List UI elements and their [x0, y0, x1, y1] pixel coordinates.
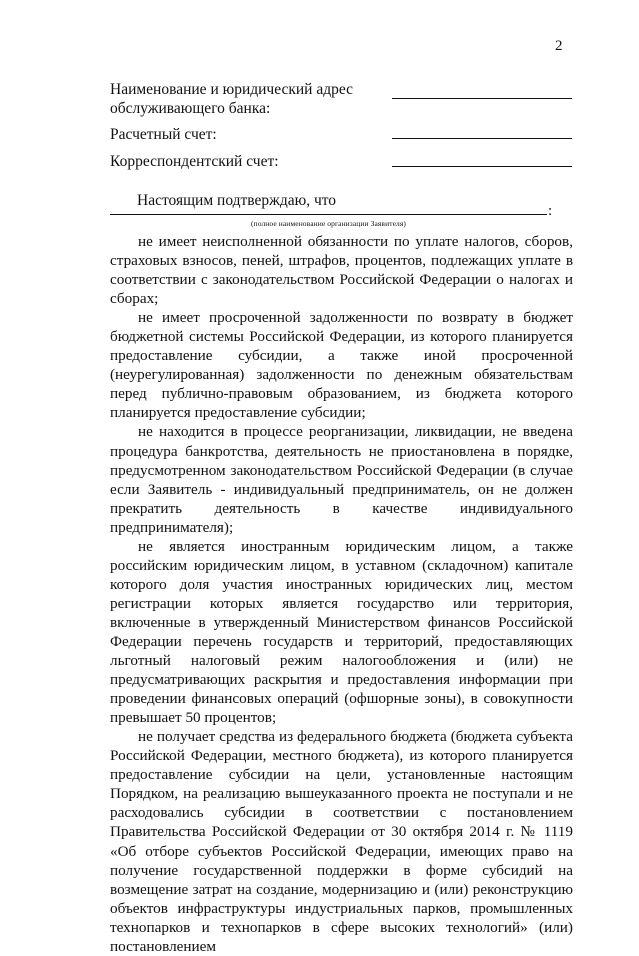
paragraph-federal-funds: не получает средства из федерального бюджета (бюджета субъекта Российской Федерации, местного бюджета), из которого планируется предоставление субсидии на цели, установленные настоящим Порядком, на реализацию вышеуказанного проекта не поступали и не расходовались субсидии в соответствии с постановлением Правительства Российской Федерации от 30 октября 2014 г. № 1119 «Об отборе субъектов Российской Федерации, имеющих право на получение государственной поддержки в форме субсидий на возмещение затрат на создание, модернизацию и (или) реконструкцию объектов инфраструктуры индустриальных парков, промышленных технопарков и технопарков в сфере высоких технологий» (или) постановлением [110, 728, 573, 955]
page-number: 2 [555, 38, 563, 54]
paragraph-reorganization: не находится в процессе реорганизации, ликвидации, не введена процедура банкротства, деятельность не приостановлена в порядке, предусмотренном законодательством Российской Федерации (в случае если Заявитель - индивидуальный предприниматель, он не должен прекратить деятельность в качестве индивидуального предпринимателя); [110, 423, 573, 536]
bank-name-address-line [392, 98, 572, 99]
confirmation-body [110, 232, 573, 956]
applicant-colon: : [548, 203, 553, 219]
correspondent-account-label: Корреспондентский счет: [110, 153, 279, 170]
paragraph-taxes: не имеет неисполненной обязанности по уплате налогов, сборов, страховых взносов, пеней, штрафов, процентов, подлежащих уплате в соответствии с законодательством Российской Федерации о налогах и сборах; [110, 233, 573, 308]
paragraph-foreign-entity: не является иностранным юридическим лицом, а также российским юридическим лицом, в уставном (складочном) капитале которого доля участия иностранных юридических лиц, местом регистрации которых является государство или территория, включенные в утвержденный Министерством финансов Российской Федерации перечень государств и территорий, предоставляющих льготный налоговый режим налогообложения и (или) не предусматривающих раскрытия и предоставления информации при проведении финансовых операций (офшорные зоны), в совокупности превышает 50 процентов; [110, 537, 573, 727]
settlement-account-line [392, 138, 572, 139]
bank-name-address-label: Наименование и юридический адрес обслуживающего банка: [110, 81, 354, 117]
paragraph-budget-debt: не имеет просроченной задолженности по возврату в бюджет бюджетной системы Российской Федерации, из которого планируется предоставление субсидии, а также иной просроченной (неурегулированная) задолженности по денежным обязательствам перед публично-правовым образованием, из бюджета которого планируется предоставление субсидии; [110, 309, 573, 422]
applicant-name-caption: (полное наименование организации Заявителя) [251, 219, 406, 228]
confirmation-intro: Настоящим подтверждаю, что [137, 192, 337, 209]
settlement-account-label: Расчетный счет: [110, 126, 217, 143]
correspondent-account-line [392, 166, 572, 167]
applicant-name-line [110, 214, 547, 215]
